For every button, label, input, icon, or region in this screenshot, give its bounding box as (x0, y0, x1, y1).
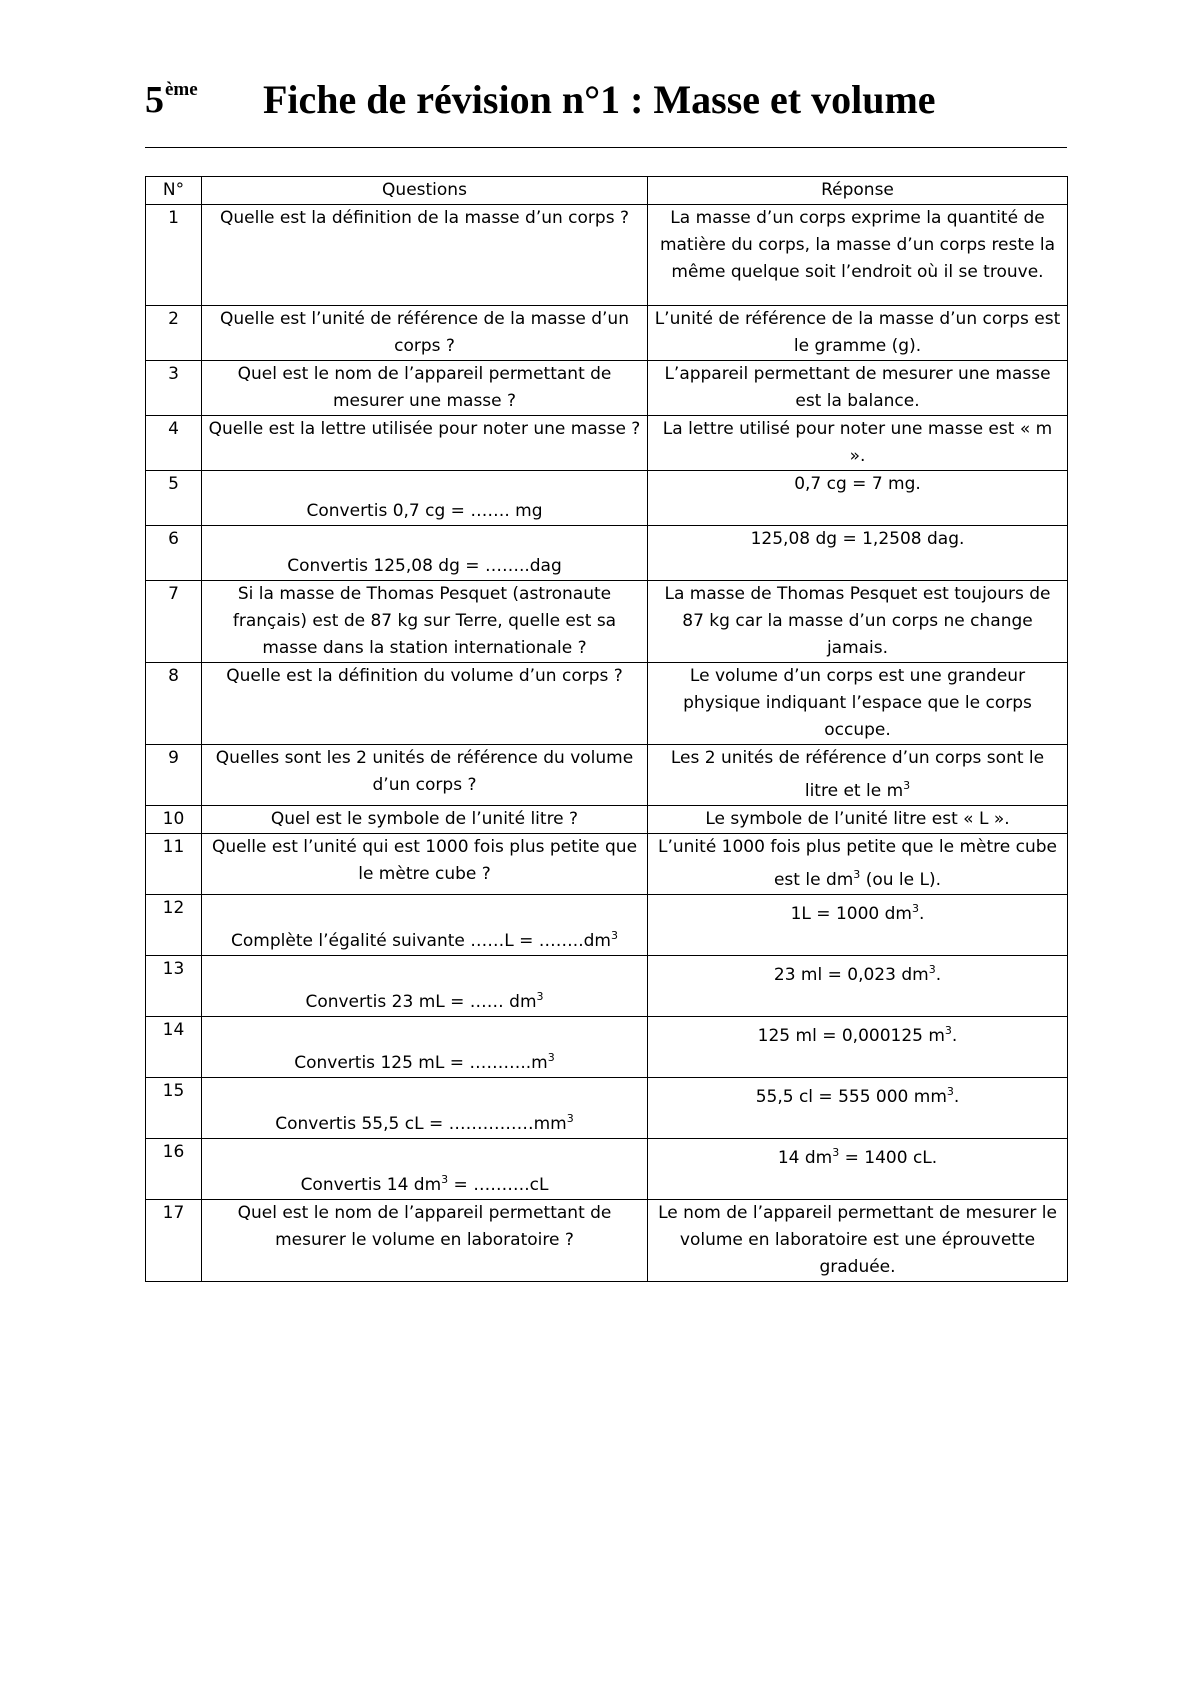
answer-cell-text (756, 1087, 960, 1107)
question-cell-text (233, 584, 616, 658)
table-row (146, 1017, 1068, 1078)
question-cell-main: Quel est le symbole de l’unité litre ? (270, 809, 579, 829)
answer-cell-main: 23 ml = 0,023 dm (773, 965, 929, 985)
row-number: 10 (146, 806, 202, 834)
question-cell (202, 1017, 648, 1078)
answer-cell (648, 956, 1068, 1017)
answer-cell-text (655, 309, 1061, 356)
table-row (146, 895, 1068, 956)
answer-cell-text (664, 364, 1050, 411)
row-number: 15 (146, 1078, 202, 1139)
table-row (146, 956, 1068, 1017)
answer-cell (648, 806, 1068, 834)
row-number: 4 (146, 416, 202, 471)
question-cell-main: Quelle est l’unité qui est 1000 fois plus petite que le mètre cube ? (211, 837, 638, 884)
table-row (146, 361, 1068, 416)
row-number: 17 (146, 1200, 202, 1282)
answer-cell (648, 1078, 1068, 1139)
answer-cell (648, 416, 1068, 471)
table-row (146, 663, 1068, 745)
question-cell-exponent: 3 (566, 1112, 574, 1125)
answer-cell (648, 581, 1068, 663)
answer-cell-text (683, 666, 1032, 740)
class-level (145, 78, 198, 122)
class-level-number: 5 (145, 79, 164, 121)
answer-cell-exponent: 3 (928, 963, 936, 976)
row-number: 5 (146, 471, 202, 526)
answer-cell-tail: . (953, 1087, 960, 1107)
question-cell-main: Si la masse de Thomas Pesquet (astronaute français) est de 87 kg sur Terre, quelle est sa masse dans la station internationale ? (232, 584, 617, 658)
question-cell-text (208, 895, 641, 955)
answer-cell-tail: . (951, 1026, 958, 1046)
answer-cell-text (774, 965, 941, 985)
class-level-suffix: ème (165, 79, 198, 100)
answer-cell-text (751, 529, 965, 549)
answer-cell-main: L’unité 1000 fois plus petite que le mètre cube est le dm (658, 837, 1057, 890)
answer-cell-main: 1L = 1000 dm (790, 904, 912, 924)
answer-cell-text (758, 1026, 958, 1046)
answer-cell (648, 745, 1068, 806)
answer-cell (648, 471, 1068, 526)
header-number: N° (146, 177, 202, 205)
answer-cell-text (671, 748, 1044, 801)
answer-cell-main: La masse d’un corps exprime la quantité de matière du corps, la masse d’un corps reste la même quelque soit l’endroit où il se trouve. (659, 208, 1056, 282)
question-cell (202, 1200, 648, 1282)
answer-cell-tail: (ou le L). (860, 870, 942, 890)
answer-cell-exponent: 3 (946, 1085, 954, 1098)
answer-cell-main: 0,7 cg = 7 mg. (794, 474, 921, 494)
row-number: 1 (146, 205, 202, 306)
question-cell-main: Convertis 125 mL = ………..m (294, 1053, 548, 1073)
question-cell-main: Quelles sont les 2 unités de référence du volume d’un corps ? (215, 748, 634, 795)
question-cell (202, 581, 648, 663)
row-number: 2 (146, 306, 202, 361)
answer-cell-tail: . (935, 965, 942, 985)
answer-cell-main: 125 ml = 0,000125 m (757, 1026, 945, 1046)
question-cell-text (208, 526, 641, 580)
answer-cell (648, 1200, 1068, 1282)
row-number: 6 (146, 526, 202, 581)
question-cell-text (216, 748, 633, 795)
answer-cell-exponent: 3 (944, 1024, 952, 1037)
question-cell (202, 834, 648, 895)
answer-cell (648, 834, 1068, 895)
question-cell-text (226, 666, 623, 686)
question-cell-text (208, 471, 641, 525)
answer-cell-main: 55,5 cl = 555 000 mm (755, 1087, 947, 1107)
answer-cell-text (658, 837, 1057, 890)
answer-cell-text (794, 474, 921, 494)
question-cell-text (208, 1078, 641, 1138)
answer-cell-main: Les 2 unités de référence d’un corps sont le litre et le m (670, 748, 1045, 801)
question-cell-main: Quelle est la définition du volume d’un corps ? (226, 666, 623, 686)
answer-cell-exponent: 3 (853, 868, 861, 881)
table-row (146, 745, 1068, 806)
question-cell (202, 306, 648, 361)
row-number: 13 (146, 956, 202, 1017)
answer-cell (648, 526, 1068, 581)
question-cell (202, 895, 648, 956)
row-number: 3 (146, 361, 202, 416)
answer-cell-exponent: 3 (832, 1146, 840, 1159)
question-cell-main: Quelle est la lettre utilisée pour noter une masse ? (208, 419, 641, 439)
question-cell-exponent: 3 (441, 1173, 449, 1186)
row-number: 11 (146, 834, 202, 895)
question-cell (202, 361, 648, 416)
table-row (146, 1078, 1068, 1139)
answer-cell-main: Le volume d’un corps est une grandeur physique indiquant l’espace que le corps occupe. (683, 666, 1032, 740)
answer-cell-text (660, 208, 1055, 282)
answer-cell-main: 14 dm (777, 1148, 833, 1168)
question-cell (202, 1139, 648, 1200)
question-cell (202, 205, 648, 306)
page-title: Fiche de révision n°1 : Masse et volume (263, 77, 936, 122)
question-cell (202, 1078, 648, 1139)
answer-cell (648, 1139, 1068, 1200)
header-answer: Réponse (648, 177, 1068, 205)
answer-cell-main: Le symbole de l’unité litre est « L ». (705, 809, 1010, 829)
table-row (146, 306, 1068, 361)
question-cell-exponent: 3 (547, 1051, 555, 1064)
question-cell-text (209, 419, 641, 439)
row-number: 14 (146, 1017, 202, 1078)
answer-cell (648, 895, 1068, 956)
answer-cell-text (663, 419, 1052, 466)
question-cell-text (212, 837, 637, 884)
answer-cell-main: Le nom de l’appareil permettant de mesurer le volume en laboratoire est une éprouvette graduée. (658, 1203, 1057, 1277)
question-cell-tail: = ……….cL (448, 1175, 549, 1195)
header-questions: Questions (202, 177, 648, 205)
answer-cell-text (791, 904, 925, 924)
row-number: 9 (146, 745, 202, 806)
answer-cell (648, 1017, 1068, 1078)
question-cell-text (220, 309, 629, 356)
answer-cell-main: La lettre utilisé pour noter une masse est « m ». (662, 419, 1053, 466)
question-cell-main: Convertis 23 mL = …… dm (305, 992, 537, 1012)
answer-cell-tail: . (918, 904, 925, 924)
answer-cell-exponent: 3 (903, 779, 911, 792)
question-cell-main: Quel est le nom de l’appareil permettant de mesurer une masse ? (237, 364, 612, 411)
question-cell (202, 526, 648, 581)
answer-cell-main: 125,08 dg = 1,2508 dag. (750, 529, 965, 549)
row-number: 7 (146, 581, 202, 663)
revision-table (145, 176, 1068, 1282)
answer-cell-text (705, 809, 1009, 829)
table-row (146, 834, 1068, 895)
question-cell-text (238, 1203, 612, 1250)
table-row (146, 205, 1068, 306)
table-row (146, 806, 1068, 834)
answer-cell-text (665, 584, 1051, 658)
question-cell-text (238, 364, 612, 411)
page-header (145, 70, 1065, 130)
answer-cell-text (778, 1148, 937, 1168)
table-row (146, 471, 1068, 526)
title-divider (145, 147, 1067, 148)
answer-cell (648, 663, 1068, 745)
question-cell (202, 416, 648, 471)
table-row (146, 416, 1068, 471)
question-cell-main: Convertis 0,7 cg = ……. mg (306, 501, 543, 521)
question-cell (202, 663, 648, 745)
question-cell (202, 806, 648, 834)
answer-cell-main: La masse de Thomas Pesquet est toujours de 87 kg car la masse d’un corps ne change jamais. (664, 584, 1051, 658)
answer-cell (648, 205, 1068, 306)
table-row (146, 526, 1068, 581)
question-cell-exponent: 3 (536, 990, 544, 1003)
answer-cell (648, 361, 1068, 416)
question-cell-main: Convertis 125,08 dg = ……..dag (287, 556, 562, 576)
question-cell-main: Quelle est l’unité de référence de la masse d’un corps ? (220, 309, 629, 356)
row-number: 16 (146, 1139, 202, 1200)
question-cell-text (208, 1017, 641, 1077)
question-cell-text (208, 956, 641, 1016)
question-cell-main: Convertis 55,5 cL = ……………mm (275, 1114, 567, 1134)
question-cell-text (208, 1139, 641, 1199)
table-row (146, 1200, 1068, 1282)
question-cell-text (271, 809, 578, 829)
answer-cell-text (658, 1203, 1057, 1277)
answer-cell-main: L’unité de référence de la masse d’un corps est le gramme (g). (654, 309, 1061, 356)
answer-cell (648, 306, 1068, 361)
question-cell (202, 471, 648, 526)
answer-cell-exponent: 3 (911, 902, 919, 915)
question-cell-main: Complète l’égalité suivante ……L = ……..dm (231, 931, 611, 951)
question-cell-main: Convertis 14 dm (300, 1175, 442, 1195)
row-number: 12 (146, 895, 202, 956)
table-header-row (146, 177, 1068, 205)
question-cell-text (220, 208, 629, 228)
answer-cell-tail: = 1400 cL. (839, 1148, 938, 1168)
row-number: 8 (146, 663, 202, 745)
question-cell-main: Quel est le nom de l’appareil permettant de mesurer le volume en laboratoire ? (237, 1203, 612, 1250)
question-cell-exponent: 3 (610, 929, 618, 942)
table-row (146, 581, 1068, 663)
answer-cell-main: L’appareil permettant de mesurer une masse est la balance. (664, 364, 1051, 411)
table-row (146, 1139, 1068, 1200)
question-cell-main: Quelle est la définition de la masse d’un corps ? (220, 208, 629, 228)
question-cell (202, 956, 648, 1017)
question-cell (202, 745, 648, 806)
